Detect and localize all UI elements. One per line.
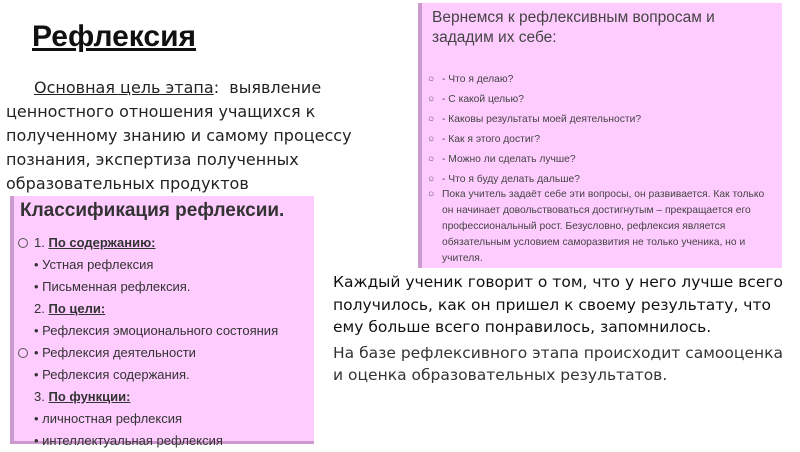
list-item <box>18 232 314 254</box>
classification-box <box>10 196 314 448</box>
list-item <box>428 70 778 90</box>
question-text: - Каковы результаты моей деятельности? <box>442 114 642 125</box>
question-text: - Как я этого достиг? <box>442 134 541 145</box>
category-number: 1. <box>34 235 45 250</box>
page-title: Рефлексия <box>32 20 197 53</box>
teacher-note <box>428 187 773 267</box>
list-item <box>428 110 778 130</box>
category-label: По содержанию: <box>48 235 156 250</box>
list-item: • личностная рефлексия <box>34 411 183 426</box>
bottom-text <box>333 271 793 387</box>
ring-bullet-icon <box>18 348 28 358</box>
list-item <box>18 298 314 320</box>
question-text: - Можно ли сделать лучше? <box>442 154 576 165</box>
question-text: - Что я буду делать дальше? <box>442 174 580 185</box>
list-item: • интеллектуальная рефлексия <box>34 433 223 448</box>
question-text: - С какой целью? <box>442 94 524 105</box>
circle-bullet-icon: ○ <box>428 134 435 145</box>
list-item <box>428 150 778 170</box>
goal-text: выявление ценностного отношения учащихся к полученному знанию и самому процессу познания, экспертиза полученных образовательных продуктов <box>6 78 352 193</box>
reflective-questions-heading: Вернемся к рефлексивным вопросам и зададим их себе: <box>432 9 715 46</box>
goal-label: Основная цель этапа <box>34 78 214 97</box>
goal-paragraph <box>6 76 406 196</box>
category-label: По функции: <box>48 389 131 404</box>
category-number: 3. <box>34 389 45 404</box>
list-item: • Рефлексия эмоционального состояния <box>34 323 279 338</box>
category-label: По цели: <box>48 301 106 316</box>
reflective-questions-list <box>428 70 778 190</box>
list-item: • Рефлексия содержания. <box>34 367 190 382</box>
list-item: • Письменная рефлексия. <box>34 279 191 294</box>
question-text: - Что я делаю? <box>442 74 514 85</box>
list-item <box>18 386 314 408</box>
circle-bullet-icon: ○ <box>428 154 435 165</box>
item-text: • Рефлексия деятельности <box>34 345 196 360</box>
circle-bullet-icon: ○ <box>428 94 435 105</box>
list-item: • Устная рефлексия <box>34 257 154 272</box>
goal-colon: : <box>213 78 220 97</box>
list-item <box>18 342 314 364</box>
teacher-note-first-line: Пока учитель задаёт себе эти вопросы, он развивается. Как только <box>442 189 765 200</box>
classification-heading: Классификация рефлексии. <box>20 200 285 221</box>
ring-bullet-icon <box>18 238 28 248</box>
student-paragraph: Каждый ученик говорит о том, что у него лучше всего получилось, как он пришел к своему результату, что ему больше всего понравилось, запомнилось. <box>333 273 783 336</box>
circle-bullet-icon: ○ <box>428 74 435 85</box>
reflection-stage-paragraph: На базе рефлексивного этапа происходит самооценка и оценка образовательных результатов. <box>333 343 783 384</box>
teacher-note-rest: он начинает довольствоваться достигнутым – прекращается его профессиональный рост. Безусловно, рефлексия является обязательным условием саморазвития не только ученика, но и учителя. <box>442 205 751 264</box>
category-number: 2. <box>34 301 45 316</box>
circle-bullet-icon: ○ <box>428 189 435 200</box>
reflective-questions-box <box>418 3 782 268</box>
circle-bullet-icon: ○ <box>428 114 435 125</box>
list-item <box>428 90 778 110</box>
list-item <box>428 130 778 150</box>
classification-list <box>18 232 314 452</box>
circle-bullet-icon: ○ <box>428 174 435 185</box>
